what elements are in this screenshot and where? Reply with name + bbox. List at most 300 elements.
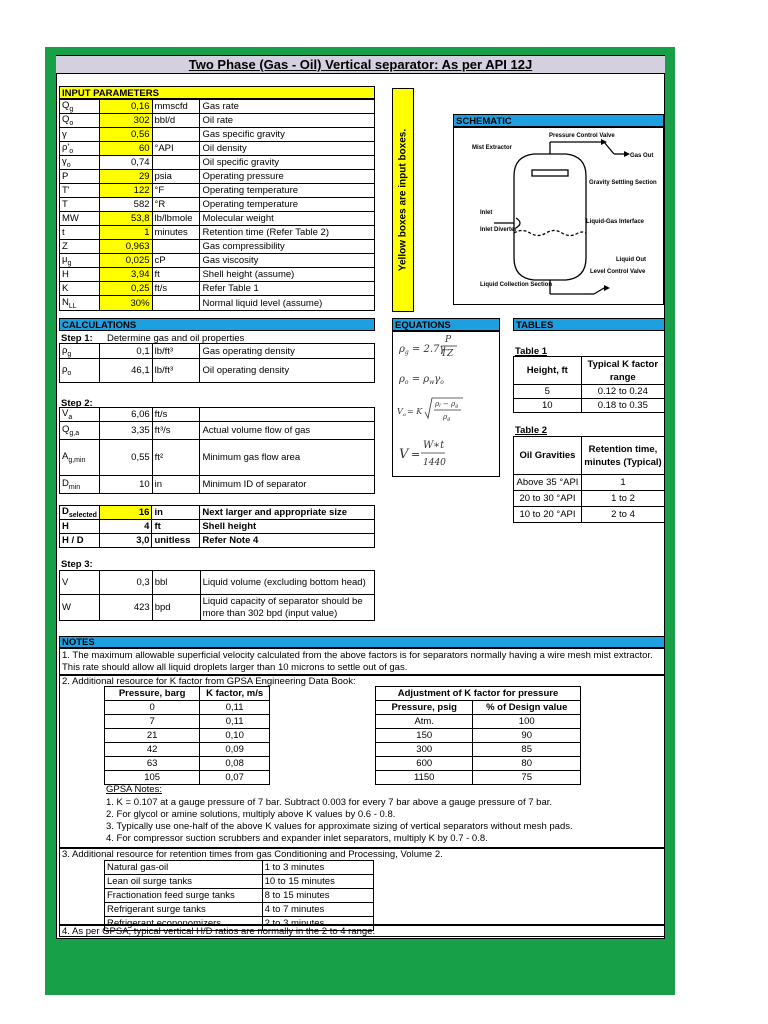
symbol: T' [62, 185, 70, 196]
symbol: N [62, 296, 69, 308]
table1-cell: 10 [514, 399, 582, 413]
table-cell: 10 to 15 minutes [262, 875, 373, 889]
table-cell: 63 [105, 757, 200, 771]
symbol: W [62, 602, 71, 613]
step1-label: Step 1: [61, 333, 93, 344]
symbol: T [62, 199, 68, 210]
unit-cell: bpd [152, 595, 200, 621]
description-cell: Refer Note 4 [200, 534, 375, 548]
table1-header-height: Height, ft [514, 357, 582, 385]
gpsa-notes-list [106, 797, 662, 845]
value-cell: 0,3 [99, 571, 152, 595]
table-row [105, 715, 270, 729]
symbol: γ [62, 156, 67, 168]
value-cell[interactable]: 29 [99, 170, 152, 184]
description-cell: Oil specific gravity [200, 156, 375, 170]
table-cell: 1 to 3 minutes [262, 861, 373, 875]
table-row [105, 771, 270, 785]
gpsa-note-line: 4. For compressor suction scrubbers and expander inlet separators, multiply K by 0.7 - 0.8. [106, 833, 488, 844]
step3-label: Step 3: [61, 559, 93, 570]
symbol-subscript: g [67, 259, 72, 267]
table-row [60, 571, 375, 595]
symbol-subscript: o [69, 119, 74, 127]
table1 [513, 356, 665, 413]
table-cell: 80 [473, 757, 581, 771]
table-row [105, 875, 374, 889]
table-header-row [376, 701, 581, 715]
value-cell[interactable]: 0,963 [99, 240, 152, 254]
table2-label: Table 2 [515, 425, 548, 436]
table-row [60, 440, 375, 476]
unit-cell: bbl/d [152, 114, 200, 128]
symbol-cell [60, 184, 100, 198]
description-cell: Oil rate [200, 114, 375, 128]
table-row [60, 422, 375, 440]
symbol: D [62, 506, 69, 518]
table-cell: 300 [376, 743, 473, 757]
symbol: H [62, 269, 69, 280]
symbol-subscript: g,min [68, 456, 86, 464]
unit-cell [152, 240, 200, 254]
label-collection: Liquid Collection Section [480, 282, 552, 288]
table-cell: 4 to 7 minutes [262, 903, 373, 917]
table-cell: 0,08 [200, 757, 270, 771]
table-row [60, 506, 375, 520]
svg-text:V: V [397, 407, 403, 416]
retention-table [104, 860, 374, 931]
svg-text:ρo = ρwγo: $\rho_o = \rho_w\gamma_o$ [399, 374, 444, 386]
table-row [60, 595, 375, 621]
unit-cell: °F [152, 184, 200, 198]
svg-text:ρl − ρg: ρl − ρg [435, 400, 459, 409]
notes-header: NOTES [59, 636, 665, 648]
label-liquid-out: Liquid Out [616, 257, 646, 263]
symbol-subscript: g,a [69, 429, 80, 437]
column-header: Pressure, barg [105, 687, 200, 701]
value-cell: 0,55 [99, 440, 152, 476]
symbol: D [62, 478, 69, 490]
value-cell[interactable]: 1 [99, 226, 152, 240]
table-row [60, 170, 375, 184]
unit-cell: bbl [152, 571, 200, 595]
symbol: ρ [62, 364, 68, 376]
table-cell: Refrigerant econonomizers [105, 917, 263, 931]
value-cell[interactable]: 0,025 [99, 254, 152, 268]
label-interface: Liquid-Gas Interface [586, 219, 645, 225]
description-cell: Next larger and appropriate size [200, 506, 375, 520]
value-cell: 46,1 [99, 359, 152, 383]
table-cell: 105 [105, 771, 200, 785]
table1-cell: 5 [514, 385, 582, 399]
table-cell: Fractionation feed surge tanks [105, 889, 263, 903]
input-parameters-header: INPUT PARAMETERS [59, 86, 375, 99]
value-cell[interactable]: 0,25 [99, 282, 152, 296]
unit-cell: lb/ft³ [152, 344, 200, 359]
description-cell: Operating pressure [200, 170, 375, 184]
symbol-cell [60, 128, 100, 142]
table-cell: 85 [473, 743, 581, 757]
table-row [60, 408, 375, 422]
value-cell: 6,06 [99, 408, 152, 422]
table-cell: 0,11 [200, 701, 270, 715]
description-cell: Molecular weight [200, 212, 375, 226]
sheet-title: Two Phase (Gas - Oil) Vertical separator: As per API 12J [56, 56, 665, 74]
step1-table [59, 343, 375, 383]
step2-table [59, 407, 375, 494]
step2b-table [59, 505, 375, 548]
schematic-box [453, 127, 664, 305]
symbol-cell [60, 422, 100, 440]
gpsa-note-line: 1. K = 0.107 at a gauge pressure of 7 bar. Subtract 0.003 for every 7 bar above a gauge pressure of 7 bar. [106, 797, 553, 808]
table-row [60, 240, 375, 254]
table2-cell: 10 to 20 °API [514, 507, 582, 523]
table-row [60, 156, 375, 170]
note-3: 3. Additional resource for retention times from gas Conditioning and Processing, Volume 2. [62, 849, 443, 860]
unit-cell: ft/s [152, 408, 200, 422]
label-inlet: Inlet [480, 210, 493, 216]
separator-schematic [454, 128, 663, 304]
table2-cell: 2 to 4 [581, 507, 664, 523]
equations-svg [393, 332, 499, 476]
unit-cell: minutes [152, 226, 200, 240]
symbol-cell [60, 142, 100, 156]
table-row [376, 729, 581, 743]
tables-header: TABLES [513, 318, 665, 331]
description-cell: Operating temperature [200, 198, 375, 212]
value-cell[interactable]: 30% [99, 296, 152, 311]
unit-cell: cP [152, 254, 200, 268]
description-cell: Gas operating density [200, 344, 375, 359]
symbol-cell [60, 198, 100, 212]
table-cell: 90 [473, 729, 581, 743]
symbol-cell [60, 240, 100, 254]
table-row [60, 128, 375, 142]
description-cell: Minimum ID of separator [200, 476, 375, 494]
unit-cell: unitless [152, 534, 200, 548]
column-header: K factor, m/s [200, 687, 270, 701]
symbol-cell [60, 114, 100, 128]
description-cell: Operating temperature [200, 184, 375, 198]
description-cell: Gas viscosity [200, 254, 375, 268]
table1-cell: 0.18 to 0.35 [581, 399, 664, 413]
table-row [60, 268, 375, 282]
table-cell: 7 [105, 715, 200, 729]
value-cell: 3,0 [99, 534, 151, 548]
table-cell: 2 to 3 minutes [262, 917, 373, 931]
svg-text:ρg = 2.7γ: $\rho_g = 2.7\gamma$ [399, 344, 446, 356]
description-cell: Gas compressibility [200, 240, 375, 254]
symbol-subscript: selected [68, 511, 97, 519]
unit-cell [152, 296, 200, 311]
description-cell: Liquid volume (excluding bottom head) [200, 571, 374, 595]
symbol-cell [60, 476, 100, 494]
description-cell: Oil density [200, 142, 375, 156]
symbol: ρ [62, 344, 68, 356]
symbol-cell [60, 100, 100, 114]
table-row [60, 254, 375, 268]
calculations-header: CALCULATIONS [59, 318, 375, 331]
symbol-cell [60, 571, 100, 595]
input-parameters-table [59, 99, 375, 311]
symbol-subscript: min [68, 483, 81, 491]
description-cell: Gas specific gravity [200, 128, 375, 142]
description-cell [200, 408, 375, 422]
k-factor-table [104, 686, 270, 785]
symbol-cell [60, 226, 100, 240]
value-cell: 0,1 [99, 344, 152, 359]
equations-header: EQUATIONS [392, 318, 500, 331]
label-lcv: Level Control Valve [590, 269, 646, 275]
symbol-subscript: o [67, 369, 72, 377]
table-row [60, 114, 375, 128]
table-cell: 75 [473, 771, 581, 785]
yellow-boxes-banner [392, 88, 414, 312]
banner-text: Yellow boxes are input boxes. [397, 128, 409, 272]
description-cell: Shell height (assume) [200, 268, 375, 282]
unit-cell: psia [152, 170, 200, 184]
table-cell: 150 [376, 729, 473, 743]
table-cell: 21 [105, 729, 200, 743]
symbol: Q [62, 114, 70, 126]
equations-box [392, 331, 500, 477]
table-row [60, 520, 375, 534]
symbol-subscript: g [67, 350, 72, 358]
table-title-row [376, 687, 581, 701]
table2 [513, 436, 665, 523]
table2-header-gravity: Oil Gravities [514, 437, 582, 475]
table-row [60, 212, 375, 226]
column-header: Pressure, psig [376, 701, 473, 715]
symbol: μ [62, 254, 68, 266]
symbol-subscript: a [68, 413, 73, 421]
table-row [60, 282, 375, 296]
symbol-subscript: o [69, 147, 74, 155]
table-cell: 0,07 [200, 771, 270, 785]
unit-cell: in [152, 506, 200, 520]
value-cell[interactable]: 122 [99, 184, 152, 198]
unit-cell: mmscfd [152, 100, 200, 114]
svg-text:W∗t: W∗t [423, 440, 445, 451]
label-mist-extractor: Mist Extractor [472, 145, 513, 151]
unit-cell: ft² [152, 440, 200, 476]
svg-text:ρg: ρg [443, 413, 451, 422]
symbol: P [62, 171, 69, 182]
description-cell: Liquid capacity of separator should be more than 302 bpd (input value) [200, 595, 374, 621]
value-cell[interactable]: 0,56 [99, 128, 152, 142]
table2-cell: 20 to 30 °API [514, 491, 582, 507]
table-row [105, 743, 270, 757]
table-row [376, 715, 581, 729]
unit-cell: lb/lbmole [152, 212, 200, 226]
table-row [60, 359, 375, 383]
symbol: MW [62, 213, 79, 224]
gpsa-note-line: 2. For glycol or amine solutions, multiply above K values by 0.6 - 0.8. [106, 809, 396, 820]
description-cell: Shell height [200, 520, 375, 534]
svg-text:= K: = K [407, 407, 423, 416]
table-row [105, 903, 374, 917]
unit-cell: °R [152, 198, 200, 212]
value-cell: 423 [99, 595, 152, 621]
unit-cell: lb/ft³ [152, 359, 200, 383]
symbol: Q [62, 100, 70, 112]
symbol: A [62, 451, 69, 463]
description-cell: Minimum gas flow area [200, 440, 375, 476]
symbol-subscript: LL [68, 302, 77, 310]
table-row [60, 476, 375, 494]
value-cell[interactable]: 16 [99, 506, 151, 520]
table-row [105, 757, 270, 771]
table-cell: 8 to 15 minutes [262, 889, 373, 903]
table-cell: 0,10 [200, 729, 270, 743]
value-cell: 10 [99, 476, 152, 494]
value-cell: 582 [99, 198, 152, 212]
table-row [60, 344, 375, 359]
unit-cell: in [152, 476, 200, 494]
table1-header-k: Typical K factor range [581, 357, 664, 385]
table1-cell: 0.12 to 0.24 [581, 385, 664, 399]
table-header-row [105, 687, 270, 701]
symbol-cell [60, 254, 100, 268]
value-cell: 0,74 [99, 156, 152, 170]
table2-header-retention: Retention time, minutes (Typical) [581, 437, 664, 475]
value-cell[interactable]: 0,16 [99, 100, 152, 114]
unit-cell: ft [152, 268, 200, 282]
symbol: Z [62, 241, 68, 252]
table-row [376, 757, 581, 771]
table-cell: Natural gas-oil [105, 861, 263, 875]
symbol: V [62, 408, 69, 420]
table-row [60, 226, 375, 240]
unit-cell: ft/s [152, 282, 200, 296]
table-row [105, 701, 270, 715]
schematic-header: SCHEMATIC [453, 114, 664, 127]
value-cell[interactable]: 302 [99, 114, 152, 128]
svg-text:V: V [399, 447, 409, 462]
table-row [60, 534, 375, 548]
symbol-cell [60, 156, 100, 170]
value-cell: 3,35 [99, 422, 152, 440]
symbol-cell [60, 296, 100, 311]
svg-text:P: P [445, 335, 452, 345]
description-cell: Refer Table 1 [200, 282, 375, 296]
description-cell: Actual volume flow of gas [200, 422, 375, 440]
unit-cell: ft³/s [152, 422, 200, 440]
unit-cell [152, 156, 200, 170]
value-cell[interactable]: 60 [99, 142, 152, 156]
unit-cell: °API [152, 142, 200, 156]
note-2: 2. Additional resource for K factor from GPSA Engineering Data Book: [62, 676, 356, 687]
table-row [60, 142, 375, 156]
symbol-cell [60, 282, 100, 296]
note-4: 4. As per GPSA, typical vertical H/D ratios are normally in the 2 to 4 range. [59, 925, 665, 937]
svg-text:1440: 1440 [423, 458, 446, 468]
description-cell: Retention time (Refer Table 2) [200, 226, 375, 240]
value-cell[interactable]: 3,94 [99, 268, 152, 282]
table-title: Adjustment of K factor for pressure [376, 687, 581, 701]
table-cell: 0,09 [200, 743, 270, 757]
symbol-cell [60, 212, 100, 226]
value-cell[interactable]: 53,8 [99, 212, 152, 226]
symbol-cell [60, 506, 100, 520]
label-gas-out: Gas Out [630, 153, 654, 159]
gpsa-notes-title: GPSA Notes: [106, 784, 162, 795]
table1-label: Table 1 [515, 346, 548, 357]
label-pcv: Pressure Control Valve [549, 133, 615, 139]
table-row [376, 743, 581, 757]
description-cell: Oil operating density [200, 359, 375, 383]
symbol: Q [62, 424, 70, 436]
symbol: γ [62, 129, 67, 140]
symbol: K [62, 283, 69, 294]
table-row [60, 100, 375, 114]
symbol-cell [60, 268, 100, 282]
symbol: t [62, 227, 65, 238]
svg-text:=: = [411, 448, 421, 461]
unit-cell: ft [152, 520, 200, 534]
description-cell: Normal liquid level (assume) [200, 296, 375, 311]
symbol-cell [60, 170, 100, 184]
label-diverter: Inlet Diverter [480, 227, 517, 233]
symbol-cell [60, 440, 100, 476]
step1-text: Determine gas and oil properties [107, 333, 245, 344]
table-cell: 42 [105, 743, 200, 757]
table-row [60, 296, 375, 311]
table-cell: Refrigerant surge tanks [105, 903, 263, 917]
table-cell: 0,11 [200, 715, 270, 729]
symbol: V [62, 577, 69, 588]
step2-label: Step 2: [61, 398, 93, 409]
unit-cell [152, 128, 200, 142]
table-cell: Lean oil surge tanks [105, 875, 263, 889]
symbol-subscript: g [69, 105, 74, 113]
table-cell: 0 [105, 701, 200, 715]
table-row [105, 889, 374, 903]
symbol-cell [60, 520, 100, 534]
svg-text:TZ: TZ [441, 349, 454, 359]
symbol-cell [60, 359, 100, 383]
gpsa-note-line: 3. Typically use one-half of the above K values for approximate sizing of vertical separators without mesh pads. [106, 821, 573, 832]
table-cell: 600 [376, 757, 473, 771]
k-adjustment-table [375, 686, 581, 785]
table-cell: 1150 [376, 771, 473, 785]
symbol-cell [60, 534, 100, 548]
svg-text:a: a [403, 412, 406, 418]
symbol-cell [60, 344, 100, 359]
symbol: H [62, 521, 69, 532]
label-gravity: Gravity Settling Section [589, 180, 657, 186]
table-row [105, 729, 270, 743]
column-header: % of Design value [473, 701, 581, 715]
symbol-subscript: o [66, 161, 71, 169]
value-cell: 4 [99, 520, 151, 534]
table2-cell: 1 [581, 475, 664, 491]
table-row [60, 198, 375, 212]
table-row [105, 861, 374, 875]
description-cell: Gas rate [200, 100, 375, 114]
table-cell: 100 [473, 715, 581, 729]
note-1: 1. The maximum allowable superficial velocity calculated from the above factors is for separators normally having a wire mesh mist extractor. This rate should allow all liquid droplets larger than 10 microns to settle out of gas. [59, 648, 665, 675]
table-row [60, 184, 375, 198]
symbol: ρ' [62, 142, 70, 154]
symbol-cell [60, 595, 100, 621]
table-row [376, 771, 581, 785]
symbol: H / D [62, 535, 84, 546]
table2-cell: Above 35 °API [514, 475, 582, 491]
step3-table [59, 570, 375, 621]
table2-cell: 1 to 2 [581, 491, 664, 507]
table-cell: Atm. [376, 715, 473, 729]
symbol-cell [60, 408, 100, 422]
